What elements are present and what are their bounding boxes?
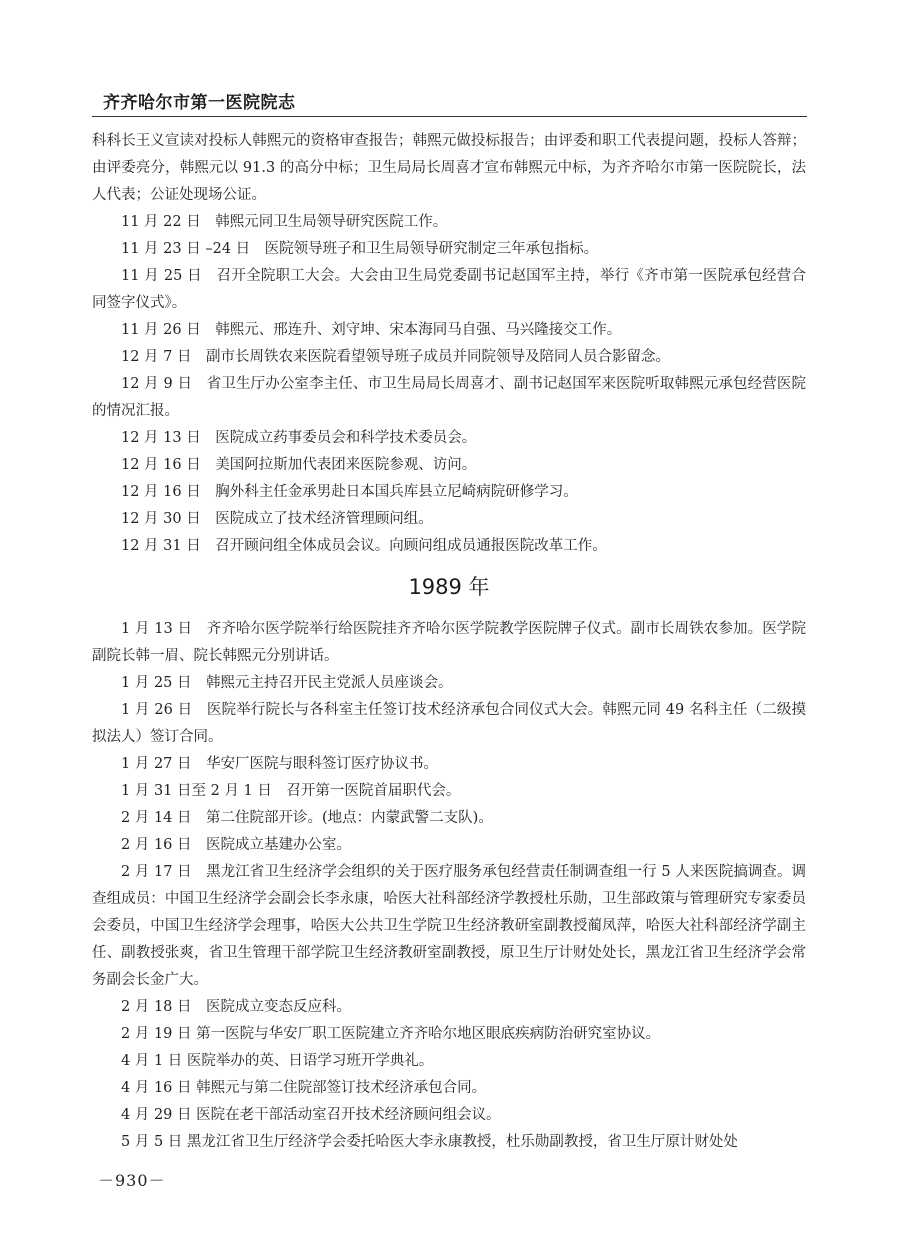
chronicle-entry: 12 月 31 日 召开顾问组全体成员会议。向顾问组成员通报医院改革工作。 bbox=[121, 538, 607, 554]
chronicle-entry: 2 月 18 日 医院成立变态反应科。 bbox=[121, 999, 352, 1015]
chronicle-entry: 12 月 16 日 美国阿拉斯加代表团来医院参观、访问。 bbox=[121, 457, 477, 473]
entries-1988 bbox=[92, 209, 806, 560]
page-number: －930－ bbox=[98, 1171, 166, 1190]
chronicle-entry: 2 月 17 日 黑龙江省卫生经济学会组织的关于医疗服务承包经营责任制调查组一行 5 人来医院搞调查。调查组成员：中国卫生经济学会副会长李永康，哈医大社科部经济学教授杜乐勋，卫生部政策与管理研究专家委员会委员，中国卫生经济学会理事，哈医大公共卫生学院卫生经济教研室副教授蔺凤萍，哈医大社科部经济学副主任、副教授张爽，省卫生管理干部学院卫生经济教研室副教授，原卫生厅计财处处长，黑龙江省卫生经济学会常务副会长金广大。 bbox=[92, 864, 806, 988]
chronicle-entry: 4 月 29 日 医院在老干部活动室召开技术经济顾问组会议。 bbox=[121, 1107, 501, 1123]
chronicle-entry: 11 月 25 日 召开全院职工大会。大会由卫生局党委副书记赵国军主持，举行《齐市第一医院承包经营合同签字仪式》。 bbox=[92, 268, 806, 311]
year-heading: 1989 年 bbox=[408, 575, 490, 599]
chronicle-entry: 11 月 22 日 韩熙元同卫生局领导研究医院工作。 bbox=[121, 214, 448, 230]
chronicle-entry: 2 月 19 日 第一医院与华安厂职工医院建立齐齐哈尔地区眼底疾病防治研究室协议。 bbox=[121, 1026, 661, 1042]
page-body bbox=[92, 128, 806, 1156]
chronicle-entry: 2 月 16 日 医院成立基建办公室。 bbox=[121, 837, 352, 853]
entries-1989 bbox=[92, 616, 806, 1156]
chronicle-entry: 4 月 1 日 医院举办的英、日语学习班开学典礼。 bbox=[121, 1053, 434, 1069]
chronicle-entry: 12 月 16 日 胸外科主任金承男赴日本国兵库县立尼崎病院研修学习。 bbox=[121, 484, 578, 500]
chronicle-entry: 1 月 25 日 韩熙元主持召开民主党派人员座谈会。 bbox=[121, 675, 453, 691]
chronicle-entry: 12 月 7 日 副市长周铁农来医院看望领导班子成员并同院领导及陪同人员合影留念。 bbox=[121, 349, 671, 365]
continuation-paragraph: 科科长王义宣读对投标人韩熙元的资格审查报告；韩熙元做投标报告；由评委和职工代表提问题，投标人答辩；由评委亮分，韩熙元以 91.3 的高分中标；卫生局局长周喜才宣布韩熙元中标，为齐齐哈尔市第一医院院长，法人代表；公证处现场公证。 bbox=[92, 133, 806, 203]
chronicle-entry: 5 月 5 日 黑龙江省卫生厅经济学会委托哈医大李永康教授，杜乐勋副教授，省卫生厅原计财处处 bbox=[121, 1134, 738, 1150]
running-header-title: 齐齐哈尔市第一医院院志 bbox=[103, 93, 296, 113]
chronicle-entry: 11 月 23 日 –24 日 医院领导班子和卫生局领导研究制定三年承包指标。 bbox=[121, 241, 599, 257]
header-divider bbox=[92, 116, 807, 117]
chronicle-entry: 12 月 9 日 省卫生厅办公室李主任、市卫生局局长周喜才、副书记赵国军来医院听取韩熙元承包经营医院的情况汇报。 bbox=[92, 376, 806, 419]
chronicle-entry: 12 月 30 日 医院成立了技术经济管理顾问组。 bbox=[121, 511, 433, 527]
chronicle-entry: 1 月 27 日 华安厂医院与眼科签订医疗协议书。 bbox=[121, 756, 439, 772]
chronicle-entry: 1 月 31 日至 2 月 1 日 召开第一医院首届职代会。 bbox=[121, 783, 461, 799]
chronicle-entry: 4 月 16 日 韩熙元与第二住院部签订技术经济承包合同。 bbox=[121, 1080, 487, 1096]
chronicle-entry: 12 月 13 日 医院成立药事委员会和科学技术委员会。 bbox=[121, 430, 477, 446]
chronicle-entry: 11 月 26 日 韩熙元、邢连升、刘守坤、宋本海同马自强、马兴隆接交工作。 bbox=[121, 322, 622, 338]
chronicle-entry: 2 月 14 日 第二住院部开诊。(地点：内蒙武警二支队)。 bbox=[121, 810, 493, 826]
chronicle-entry: 1 月 13 日 齐齐哈尔医学院举行给医院挂齐齐哈尔医学院教学医院牌子仪式。副市长周铁农参加。医学院副院长韩一眉、院长韩熙元分别讲话。 bbox=[92, 621, 806, 664]
chronicle-entry: 1 月 26 日 医院举行院长与各科室主任签订技术经济承包合同仪式大会。韩熙元同 49 名科主任（二级摸拟法人）签订合同。 bbox=[92, 702, 806, 745]
